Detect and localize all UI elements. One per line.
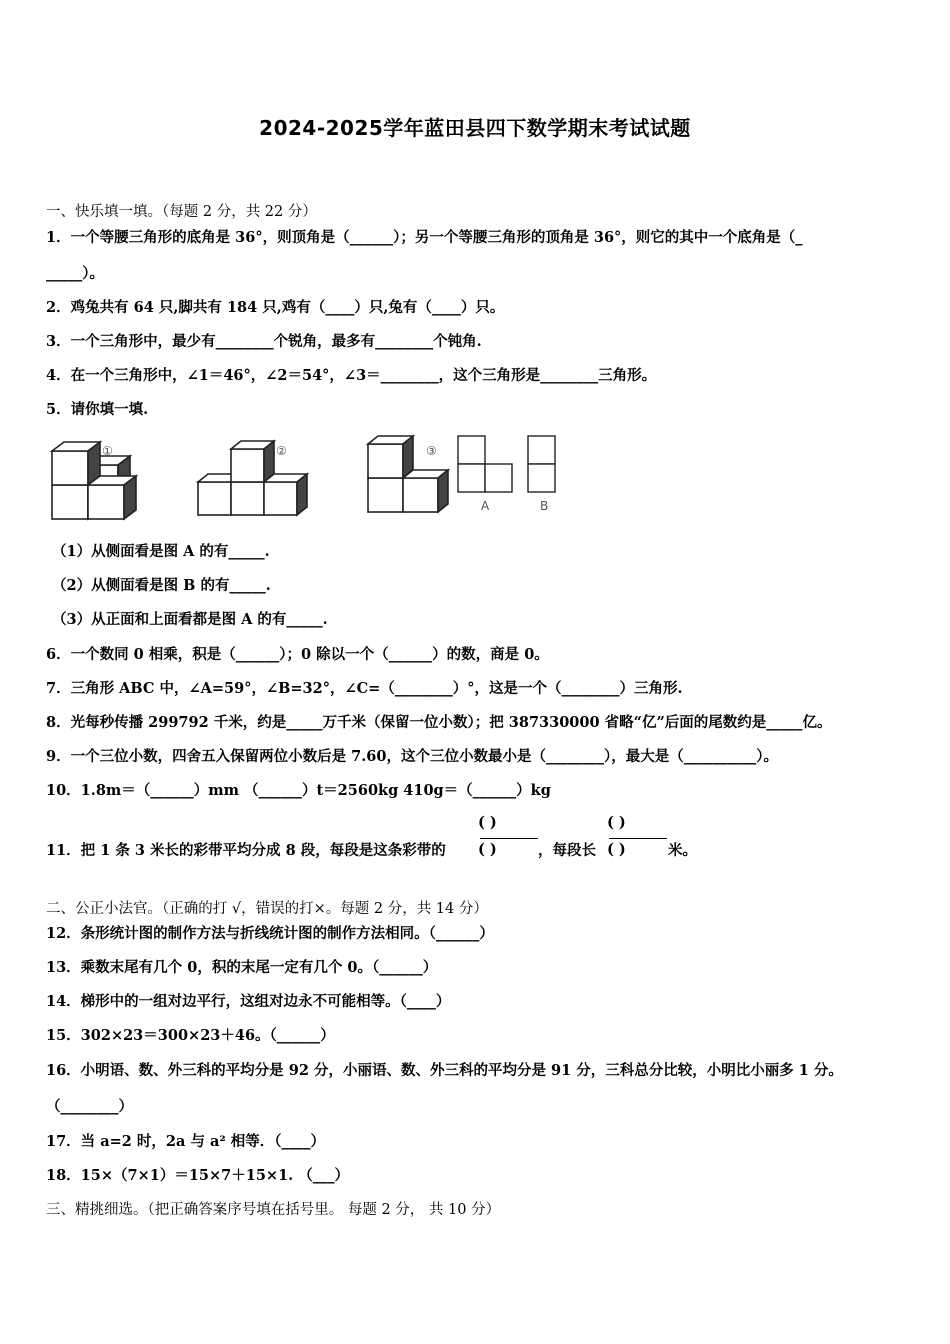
question-11-text-b: ，每段长 <box>538 842 596 859</box>
question-3: 3．一个三角形中，最少有________个锐角，最多有________个钝角. <box>46 333 482 350</box>
section-3-heading: 三、精挑细选。（把正确答案序号填在括号里。 每题 2 分， 共 10 分） <box>46 1202 501 1218</box>
fraction-2-denominator: ( ) <box>607 841 626 858</box>
section-2-heading: 二、公正小法官。（正确的打 √，错误的打×。每题 2 分，共 14 分） <box>46 901 488 917</box>
question-17: 17．当 a=2 时，2a 与 a² 相等．（____） <box>46 1133 326 1150</box>
question-8: 8．光每秒传播 299792 千米，约是_____万千米（保留一位小数）；把 387330000 省略“亿”后面的尾数约是_____亿。 <box>46 714 832 731</box>
question-4: 4．在一个三角形中，∠1＝46°，∠2＝54°，∠3＝________，这个三角形是________三角形。 <box>46 367 657 384</box>
fraction-2-bar <box>609 838 667 839</box>
question-5-part-1: （1）从侧面看是图 A 的有_____. <box>52 543 270 560</box>
question-1-line-2: _____）。 <box>46 265 104 282</box>
question-18: 18．15×（7×1）＝15×7＋15×1. （___） <box>46 1167 350 1184</box>
question-16-line-2: （________） <box>46 1098 133 1115</box>
figure-2 <box>198 441 307 515</box>
question-1-line-1: 1．一个等腰三角形的底角是 36°，则顶角是（______）；另一个等腰三角形的顶角是 36°，则它的其中一个底角是（_ <box>46 229 803 246</box>
question-2: 2．鸡兔共有 64 只,脚共有 184 只,鸡有（____）只,兔有（____）只。 <box>46 299 505 316</box>
fraction-2-numerator: ( ) <box>607 814 626 831</box>
figure-2-mark: ② <box>276 444 287 458</box>
question-7: 7．三角形 ABC 中，∠A=59°，∠B=32°，∠C=（________）°，这是一个（________）三角形. <box>46 680 683 697</box>
question-16-line-1: 16．小明语、数、外三科的平均分是 92 分，小丽语、数、外三科的平均分是 91 分，三科总分比较，小明比小丽多 1 分。 <box>46 1062 843 1079</box>
fraction-1-denominator: ( ) <box>478 841 497 858</box>
question-6: 6．一个数同 0 相乘，积是（______）；0 除以一个（______）的数，商是 0。 <box>46 646 549 663</box>
view-b-label: B <box>540 499 549 513</box>
fraction-1-bar <box>480 838 538 839</box>
fraction-1-numerator: ( ) <box>478 814 497 831</box>
question-11-text-a: 11．把 1 条 3 米长的彩带平均分成 8 段，每段是这条彩带的 <box>46 842 446 859</box>
question-14: 14．梯形中的一组对边平行，这组对边永不可能相等。（____） <box>46 993 451 1010</box>
question-12: 12．条形统计图的制作方法与折线统计图的制作方法相同。（______） <box>46 925 494 942</box>
question-9: 9．一个三位小数，四舍五入保留两位小数后是 7.60，这个三位小数最小是（________），最大是（__________）。 <box>46 748 778 765</box>
question-5-part-2: （2）从侧面看是图 B 的有_____. <box>52 577 271 594</box>
figure-1 <box>52 442 136 519</box>
view-a <box>458 436 512 492</box>
question-5-part-3: （3）从正面和上面看都是图 A 的有_____. <box>52 611 328 628</box>
question-13: 13．乘数末尾有几个 0，积的末尾一定有几个 0。（______） <box>46 959 438 976</box>
question-11-text-c: 米。 <box>668 842 697 859</box>
question-15: 15．302×23＝300×23＋46。（______） <box>46 1027 335 1044</box>
figure-3-mark: ③ <box>426 444 437 458</box>
question-5: 5．请你填一填. <box>46 401 149 418</box>
page-title: 2024-2025学年蓝田县四下数学期末考试试题 <box>259 116 691 140</box>
question-10: 10．1.8m＝（______）mm （______）t＝2560kg 410g＝（______）kg <box>46 782 551 799</box>
figure-1-mark: ① <box>102 444 113 458</box>
view-b <box>528 436 555 492</box>
section-1-heading: 一、快乐填一填。（每题 2 分，共 22 分） <box>46 204 317 220</box>
view-a-label: A <box>481 499 490 513</box>
